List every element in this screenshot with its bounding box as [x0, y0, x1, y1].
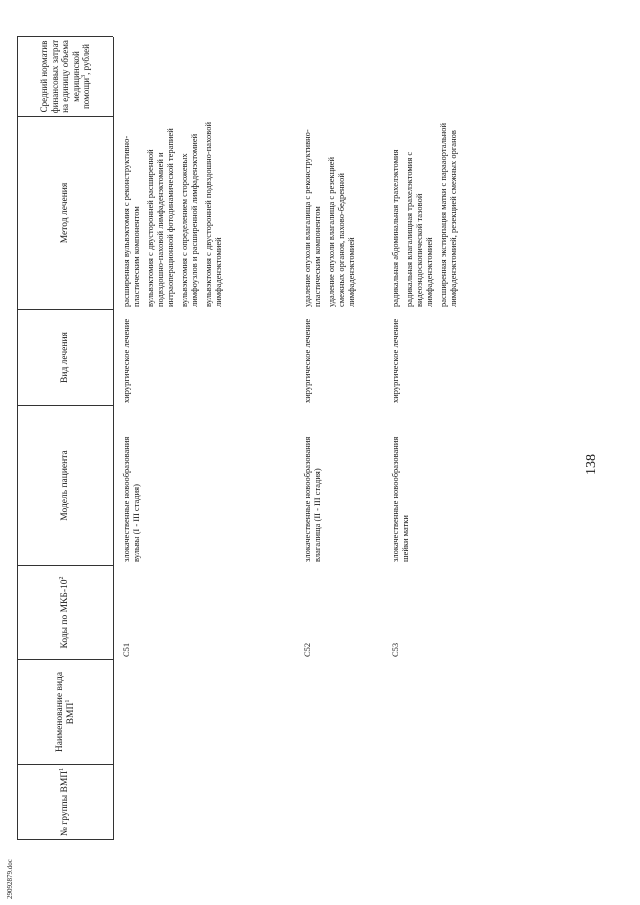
- header-group-number: № группы ВМП$^1$: [58, 767, 70, 837]
- table-left-border: [17, 839, 113, 840]
- row-c52-code: C52: [302, 642, 312, 657]
- row-c51-methods: [121, 122, 227, 307]
- method-item: удаление опухоли влагалища с реконструктивно-пластическим компонентом: [302, 129, 322, 307]
- row-c53-code: C53: [390, 642, 400, 657]
- method-item: удаление опухоли влагалища с резекцией смежных органов, пахово-бедренной лимфаденэктомией: [326, 156, 356, 307]
- row-c53-methods: [390, 122, 462, 307]
- method-item: радикальная влагалищная трахелэктомия с видеоэндоскопической тазовой лимфаденэктомией: [404, 151, 434, 307]
- header-mkb-codes: Коды по МКБ-$10^2$: [58, 576, 70, 649]
- table-header-bottom-border: [113, 37, 114, 840]
- header-treatment-method: Метод лечения: [60, 182, 70, 244]
- method-item: расширенная экстирпация матки с парааортальной лимфаденэктомией, резекцией смежных органов: [438, 122, 458, 307]
- method-item: расширенная вульвэктомия с реконструктивно-пластическим компонентом: [121, 135, 141, 307]
- row-c53-model: злокачественные новообразования шейки матки: [390, 436, 410, 562]
- method-item: радикальная абдоминальная трахелэктомия: [390, 149, 400, 307]
- row-c52-model: злокачественные новообразования влагалища (II - III стадия): [302, 436, 322, 562]
- method-item: вульвэктомия с двусторонней расширенной подвздошно-паховой лимфаденэктомией и интраоперационной фотодинамической терапией: [145, 128, 175, 307]
- document-id: 29092879.doc: [6, 859, 14, 899]
- method-item: вульвэктомия с определением сторожевых лимфоузлов и расширенной лимфаденэктомией: [179, 133, 199, 307]
- row-c53-type: хирургическое лечение: [390, 318, 400, 403]
- row-c51-type: хирургическое лечение: [121, 318, 131, 403]
- row-c51-code: C51: [121, 642, 131, 657]
- row-c52-methods: [302, 122, 360, 307]
- header-patient-model: Модель пациента: [60, 450, 70, 521]
- page-number: 138: [584, 454, 599, 475]
- header-cost-standard: Средний норматив финансовых затрат на единицу объема медицинской помощи$^3$, рублей: [39, 39, 92, 114]
- header-treatment-type: Вид лечения: [60, 332, 70, 383]
- row-c52-type: хирургическое лечение: [302, 318, 312, 403]
- method-item: вульвэктомия с двусторонней подвздошно-паховой лимфаденэктомией: [203, 121, 223, 307]
- header-vmp-name: Наименование вида ВМП$^1$: [54, 671, 76, 753]
- row-c51-model: злокачественные новообразования вульвы (I - III стадия): [121, 436, 141, 562]
